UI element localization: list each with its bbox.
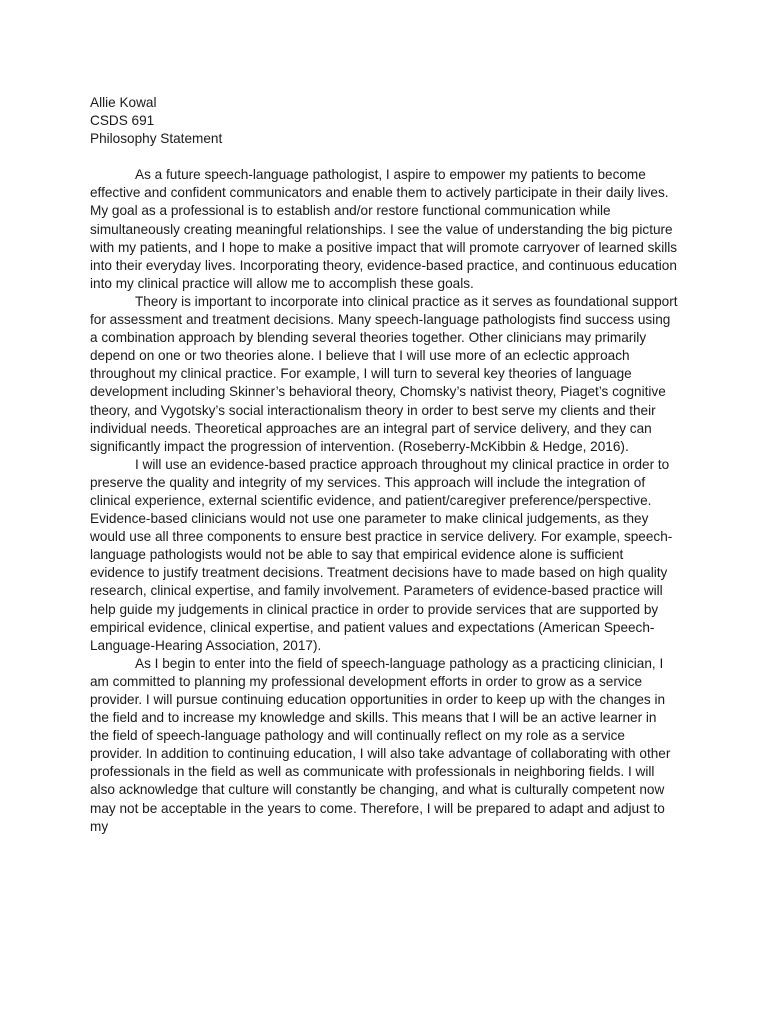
course-code: CSDS 691 — [90, 113, 155, 129]
document-body — [90, 94, 678, 836]
paragraph-introduction: As a future speech-language pathologist, I aspire to empower my patients to become effective and confident communicators and enable them to actively participate in their daily lives. My goal as a professional is to establish and/or restore functional communication while simultaneously creating meaningful relationships. I see the value of understanding the big picture with my patients, and I hope to make a positive impact that will promote carryover of learned skills into their everyday lives. Incorporating theory, evidence-based practice, and continuous education into my clinical practice will allow me to accomplish these goals. — [90, 167, 678, 291]
paragraph-evidence-based-practice: I will use an evidence-based practice approach throughout my clinical practice in order to preserve the quality and integrity of my services. This approach will include the integration of clinical experience, external scientific evidence, and patient/caregiver preference/perspective. Evidence-based clinicians would not use one parameter to make clinical judgements, as they would use all three components to ensure best practice in service delivery. For example, speech-language pathologists would not be able to say that empirical evidence alone is sufficient evidence to justify treatment decisions. Treatment decisions have to made based on high quality research, clinical expertise, and family involvement. Parameters of evidence-based practice will help guide my judgements in clinical practice in order to provide services that are supported by empirical evidence, clinical expertise, and patient values and expectations (American Speech-Language-Hearing Association, 2017). — [90, 456, 673, 653]
document-header — [90, 94, 678, 148]
document-title: Philosophy Statement — [90, 131, 223, 147]
paragraph-theory: Theory is important to incorporate into clinical practice as it serves as foundational support for assessment and treatment decisions. Many speech-language pathologists find success using a combination approach by blending several theories together. Other clinicians may primarily depend on one or two theories alone. I believe that I will use more of an eclectic approach throughout my clinical practice. For example, I will turn to several key theories of language development including Skinner’s behavioral theory, Chomsky’s nativist theory, Piaget’s cognitive theory, and Vygotsky’s social interactionalism theory in order to best serve my clients and their individual needs. Theoretical approaches are an integral part of service delivery, and they can significantly impact the progression of intervention. (Roseberry-McKibbin & Hedge, 2016). — [90, 293, 678, 454]
author-name: Allie Kowal — [90, 95, 157, 110]
paragraph-professional-development: As I begin to enter into the field of speech-language pathology as a practicing clinician, I am committed to planning my professional development efforts in order to grow as a service provider. I will pursue continuing education opportunities in order to keep up with the changes in the field and to increase my knowledge and skills. This means that I will be an active learner in the field of speech-language pathology and will continually reflect on my role as a service provider. In addition to continuing education, I will also take advantage of collaborating with other professionals in the field as well as communicate with professionals in neighboring fields. I will also acknowledge that culture will constantly be changing, and what is culturally competent now may not be acceptable in the years to come. Therefore, I will be prepared to adapt and adjust to my — [90, 655, 671, 834]
